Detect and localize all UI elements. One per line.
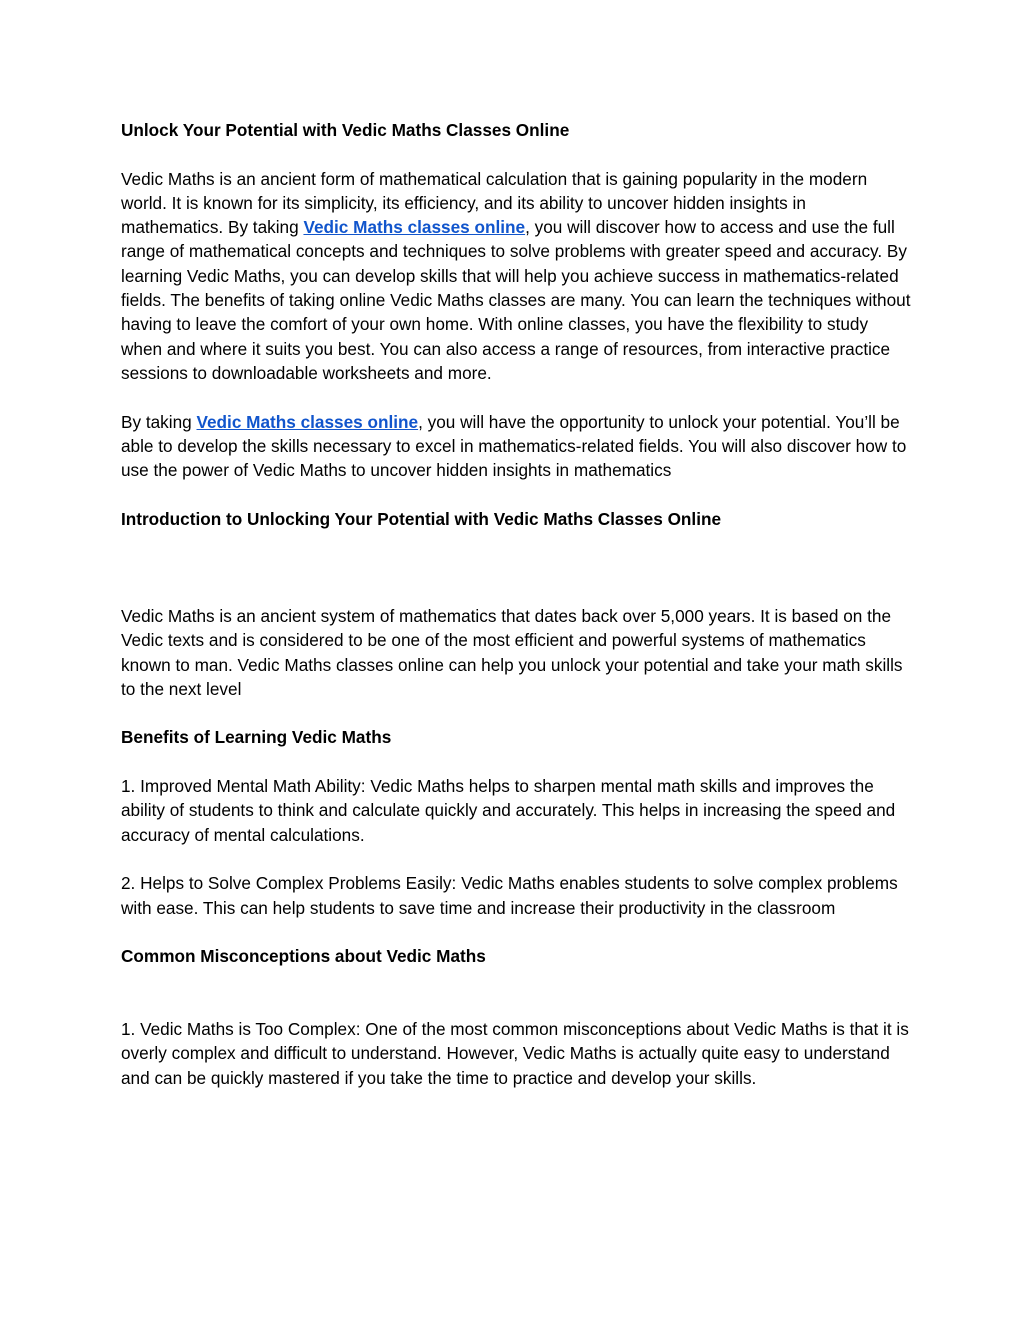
vedic-maths-classes-link[interactable]: Vedic Maths classes online xyxy=(303,217,526,238)
spacer xyxy=(121,482,911,506)
spacer xyxy=(121,701,911,725)
main-heading: Unlock Your Potential with Vedic Maths Classes Online xyxy=(121,120,570,140)
benefits-heading: Benefits of Learning Vedic Maths xyxy=(121,727,392,748)
spacer xyxy=(121,531,911,604)
intro-text-after-link: , you will discover how to access and use the full range of mathematical concepts and techniques to solve problems with greater speed and accuracy. By learning Vedic Maths, you can develop skills that will help you achieve success in mathematics-related fields. The benefits of taking online Vedic Maths classes are many. You can learn the techniques without having to leave the comfort of your own home. With online classes, you have the flexibility to study when and where it suits you best. You can also access a range of resources, from interactive practice sessions to downloadable worksheets and more. xyxy=(121,217,911,383)
spacer xyxy=(121,142,911,166)
spacer xyxy=(121,920,911,944)
spacer xyxy=(121,847,911,871)
second-text-after-link: , you will have the opportunity to unlock your potential. You’ll be able to develop the skills necessary to excel in mathematics-related fields. You will also discover how to use the power of Vedic Maths to uncover hidden insights in mathematics xyxy=(121,411,907,481)
spacer xyxy=(121,968,911,1017)
history-paragraph: Vedic Maths is an ancient system of mathematics that dates back over 5,000 years. It is based on the Vedic texts and is considered to be one of the most efficient and powerful systems of mathematics known to man. Vedic Maths classes online can help you unlock your potential and take your math skills to the next level xyxy=(121,605,903,699)
second-paragraph xyxy=(121,410,911,483)
intro-paragraph xyxy=(121,167,911,386)
vedic-maths-classes-link-2[interactable]: Vedic Maths classes online xyxy=(196,411,419,432)
spacer xyxy=(121,385,911,409)
introduction-heading: Introduction to Unlocking Your Potential with Vedic Maths Classes Online xyxy=(121,508,722,529)
spacer xyxy=(121,750,911,774)
misconception-item-1: 1. Vedic Maths is Too Complex: One of the most common misconceptions about Vedic Maths is that it is overly complex and difficult to understand. However, Vedic Maths is actually quite easy to understand and can be quickly mastered if you take the time to practice and develop your skills. xyxy=(121,1018,909,1088)
second-text-before-link: By taking xyxy=(121,411,197,432)
intro-text-before-link: Vedic Maths is an ancient form of mathematical calculation that is gaining popularity in the modern world. It is known for its simplicity, its efficiency, and its ability to uncover hidden insights in mathematics. By taking xyxy=(121,168,868,238)
benefit-item-1: 1. Improved Mental Math Ability: Vedic Maths helps to sharpen mental math skills and improves the ability of students to think and calculate quickly and accurately. This helps in increasing the speed and accuracy of mental calculations. xyxy=(121,776,896,845)
benefit-item-2: 2. Helps to Solve Complex Problems Easily: Vedic Maths enables students to solve complex problems with ease. This can help students to save time and increase their productivity in the classroom xyxy=(121,873,898,918)
document-page xyxy=(121,118,911,1090)
misconceptions-heading: Common Misconceptions about Vedic Maths xyxy=(121,946,486,967)
